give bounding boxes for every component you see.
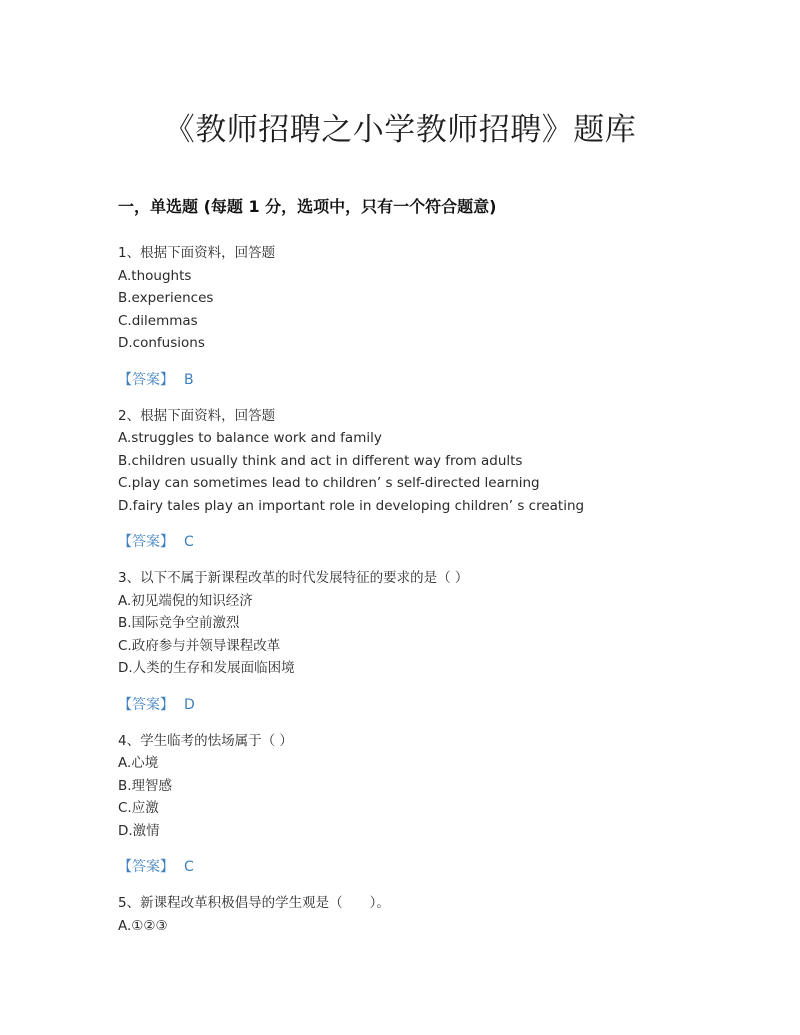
option-d: D.confusions [118,335,205,351]
question-5 [118,892,758,937]
option-a: A.心境 [118,755,159,771]
answer-line [118,369,758,391]
answer-value: C [184,534,194,550]
question-stem: 3、以下不属于新课程改革的时代发展特征的要求的是（ ） [118,570,469,586]
option-a: A.初见端倪的知识经济 [118,592,253,609]
option-c: C.dilemmas [118,312,198,329]
question-4 [118,730,758,879]
option-a: A.①②③ [118,917,168,934]
option-c: C.应激 [118,800,159,816]
answer-value: D [184,696,195,713]
question-2 [118,405,758,554]
option-b: B.children usually think and act in different way from adults [118,452,523,469]
option-d: D.激情 [118,822,160,839]
question-1 [118,242,758,391]
question-list [118,242,758,937]
question-stem: 4、学生临考的怯场属于（ ） [118,732,293,749]
answer-value: B [184,371,194,388]
answer-line [118,856,758,878]
option-a: A.struggles to balance work and family [118,430,382,446]
option-d: D.人类的生存和发展面临困境 [118,660,295,676]
question-stem: 1、根据下面资料，回答题 [118,245,276,261]
question-3 [118,567,758,716]
question-stem: 2、根据下面资料，回答题 [118,407,276,424]
answer-label: 【答案】 [118,859,174,875]
answer-label: 【答案】 [118,371,174,388]
option-a: A.thoughts [118,267,192,284]
answer-value: C [184,859,194,875]
option-c: C.play can sometimes lead to children’ s self-directed learning [118,475,540,491]
answer-line [118,531,758,553]
document-title: 《教师招聘之小学教师招聘》题库 [163,112,637,148]
option-c: C.政府参与并领导课程改革 [118,637,281,654]
answer-label: 【答案】 [118,534,174,550]
option-b: B.国际竞争空前激烈 [118,615,240,631]
option-b: B.理智感 [118,777,173,794]
option-b: B.experiences [118,290,214,306]
section-heading: 一，单选题 (每题 1 分，选项中，只有一个符合题意) [118,197,497,216]
question-stem: 5、新课程改革积极倡导的学生观是（ ）。 [118,895,390,911]
answer-label: 【答案】 [118,696,174,713]
option-d: D.fairy tales play an important role in developing children’ s creating [118,497,585,514]
answer-line [118,694,758,716]
